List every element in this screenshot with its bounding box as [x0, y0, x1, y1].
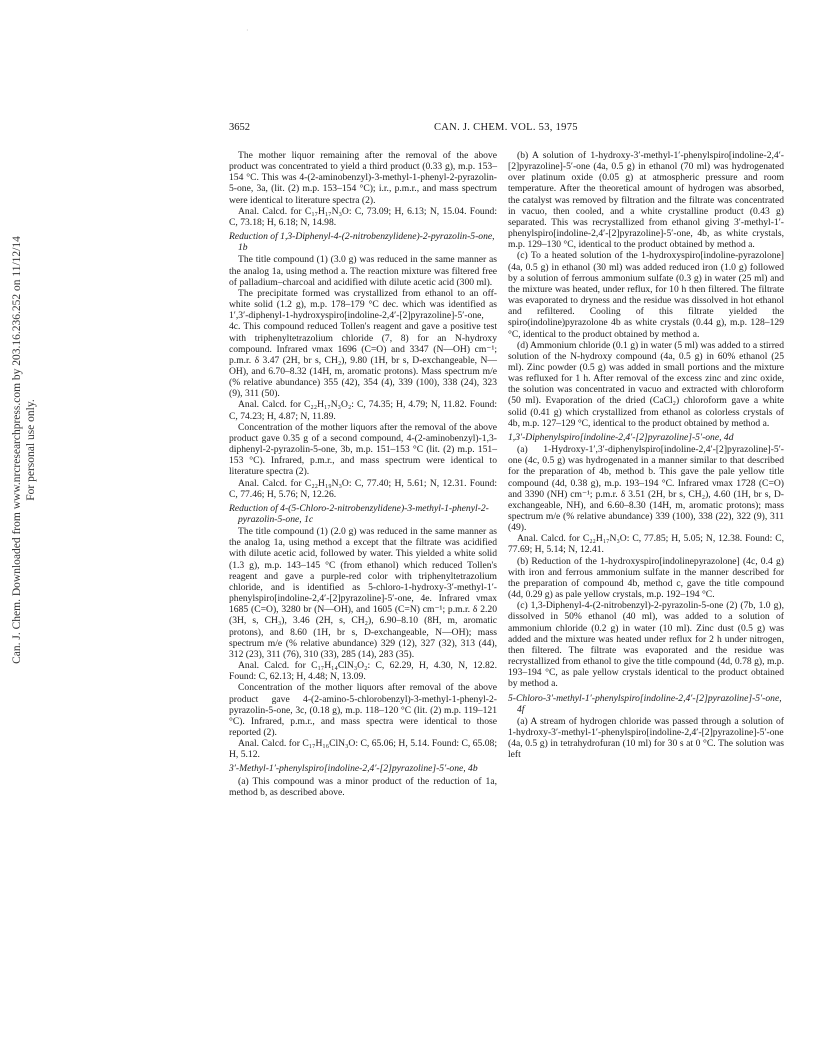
scan-speck: ·	[246, 26, 250, 35]
download-notice	[10, 236, 38, 664]
section-heading: 5-Chloro-3′-methyl-1′-phenylspiro[indoline-2,4′-[2]pyrazoline]-5′-one, 4f	[508, 692, 782, 715]
left-column	[229, 150, 497, 798]
section-heading: 1,3′-Diphenylspiro[indoline-2,4′-[2]pyrazoline]-5′-one, 4d	[508, 431, 734, 443]
paragraph: Anal. Calcd. for C₁₇H₁₄ClN₃O₂: C, 62.29, H, 4.30, N, 12.82. Found: C, 62.13; H, 4.48; N, 13.09.	[229, 660, 497, 683]
paragraph: (c) 1,3-Diphenyl-4-(2-nitrobenzyl)-2-pyrazolin-5-one (2) (7b, 1.0 g), dissolved in 50% ethanol (40 ml), was added to a solution of ammonium chloride (0.2 g) in water (10 ml). Zinc dust (0.5 g) was added and the mixture was heated under reflux for 2 h under nitrogen, then filtered. The filtrate was evaporated and the residue was recrystallized from ethanol to give the title compound (4d, 0.78 g), m.p. 193–194 °C, as pale yellow crystals identical to the product obtained by method a.	[508, 600, 784, 690]
paragraph: The title compound (1) (2.0 g) was reduced in the same manner as the analog 1a, using method a except that the filtrate was acidified with dilute acetic acid, followed by water. This yielded a white solid (1.3 g), m.p. 143–145 °C (from ethanol) which reduced Tollen's reagent and gave a purple-red color with triphenyltetrazolium chloride, and is identified as 5-chloro-1-hydroxy-3′-methyl-1′-phenylspiro[indoline-2,4′-[2]pyrazoline]-5′-one, 4e. Infrared νmax 1685 (C=O), 3280 br (N—OH), and 1605 (C=N) cm⁻¹; p.m.r. δ 2.20 (3H, s, CH₃), 3.46 (2H, s, CH₂), 6.90–8.10 (8H, m, aromatic protons), and 8.60 (1H, br s, D-exchangeable, N—OH); mass spectrum m/e (% relative abundance) 329 (12), 327 (32), 313 (44), 312 (23), 311 (76), 310 (33), 285 (14), 283 (35).	[229, 526, 497, 660]
paragraph: (a) A stream of hydrogen chloride was passed through a solution of 1-hydroxy-3′-methyl-1′-phenylspiro[indoline-2,4′-[2]pyrazoline]-5′-one (4a, 0.5 g) in tetrahydrofuran (10 ml) for 30 s at 0 °C. The solution was left	[508, 715, 784, 761]
section-heading: 3′-Methyl-1′-phenylspiro[indoline-2,4′-[2]pyrazoline]-5′-one, 4b	[229, 763, 478, 775]
paragraph: (b) A solution of 1-hydroxy-3′-methyl-1′-phenylspiro[indoline-2,4′-[2]pyrazoline]-5′-one (4a, 0.5 g) in ethanol (70 ml) was hydrogenated over platinum oxide (0.05 g) at atmospheric pressure and room temperature. After the theoretical amount of hydrogen was absorbed, the catalyst was removed by filtration and the filtrate was concentrated in vacuo, then cooled, and a white crystalline product (0.43 g) separated. This was recrystallized from ethanol giving 3′-methyl-1′-phenylspiro[indoline-2,4′-[2]pyrazoline]-5′-one, 4b, as white crystals, m.p. 129–130 °C, identical to the product obtained by method a.	[508, 150, 784, 251]
paragraph: Concentration of the mother liquors after removal of the above product gave 4-(2-amino-5-chlorobenzyl)-3-methyl-1-phenyl-2-pyrazolin-5-one, 3c, (0.18 g), m.p. 118–120 °C (lit. (2) m.p. 119–121 °C). Infrared, p.m.r., and mass spectra were identical to those reported (2).	[229, 682, 497, 738]
paragraph: The title compound (1) (3.0 g) was reduced in the same manner as the analog 1a, using method a. The reaction mixture was filtered free of palladium–charcoal and acidified with dilute acetic acid (300 ml).	[229, 254, 497, 288]
section-heading: Reduction of 1,3-Diphenyl-4-(2-nitrobenzylidene)-2-pyrazolin-5-one, 1b	[229, 231, 495, 254]
paragraph: Anal. Calcd. for C₂₂H₁₇N₃O₂: C, 74.35; H, 4.79; N, 11.82. Found: C, 74.23; H, 4.87; N, 11.89.	[229, 399, 497, 422]
paragraph: Anal. Calcd. for C₂₂H₁₉N₃O: C, 77.40; H, 5.61; N, 12.31. Found: C, 77.46; H, 5.76; N, 12.26.	[229, 477, 497, 500]
section-heading: Reduction of 4-(5-Chloro-2-nitrobenzylidene)-3-methyl-1-phenyl-2-pyrazolin-5-one, 1c	[229, 502, 489, 525]
page-header	[229, 122, 716, 136]
download-source-line: Can. J. Chem. Downloaded from www.nrcresearchpress.com by 203.16.236.252 on 11/12/14	[11, 236, 23, 664]
paragraph: (c) To a heated solution of the 1-hydroxyspiro[indoline-pyrazolone] (4a, 0.5 g) in ethanol (30 ml) was added reduced iron (1.0 g) followed by a solution of ferrous ammonium sulfate (0.3 g) in water (25 ml) and the mixture was heated, under reflux, for 10 h then filtered. The filtrate was evaporated to dryness and the residue was dissolved in hot ethanol and refiltered. Cooling of this filtrate yielded the spiro(indoline)pyrazolone 4b as white crystals (0.44 g), m.p. 128–129 °C, identical to the product obtained by method a.	[508, 250, 784, 340]
paragraph: (a) 1-Hydroxy-1′,3′-diphenylspiro[indoline-2,4′-[2]pyrazoline]-5′-one (4c, 0.5 g) was hydrogenated in a manner similar to that described for the preparation of 4b, method b. This gave the pale yellow title compound (4d, 0.38 g), m.p. 193–194 °C. Infrared νmax 1728 (C=O) and 3390 (NH) cm⁻¹; p.m.r. δ 3.51 (2H, br s, CH₂), 4.60 (1H, br s, D-exchangeable, NH), and 6.60–8.30 (14H, m, aromatic protons); mass spectrum m/e (% relative abundance) 339 (100), 338 (22), 322 (9), 311 (49).	[508, 444, 784, 534]
paragraph: Concentration of the mother liquors after the removal of the above product gave 0.35 g of a second compound, 4-(2-aminobenzyl)-1,3-diphenyl-2-pyrazolin-5-one, 3b, m.p. 151–153 °C (lit. (2) m.p. 151–153 °C). Infrared, p.m.r., and mass spectrum were identical to literature spectra (2).	[229, 421, 497, 478]
download-sidebar	[2, 190, 46, 710]
paragraph: Anal. Calcd. for C₂₂H₁₇N₃O: C, 77.85; H, 5.05; N, 12.38. Found: C, 77.69; H, 5.14; N, 12.41.	[508, 533, 784, 556]
paragraph: (a) This compound was a minor product of the reduction of 1a, method b, as described above.	[229, 775, 497, 798]
paragraph: (b) Reduction of the 1-hydroxyspiro[indolinepyrazolone] (4c, 0.4 g) with iron and ferrous ammonium sulfate in the manner described for the preparation of compound 4b, method c, gave the title compound (4d, 0.29 g) as pale yellow crystals, m.p. 192–194 °C.	[508, 555, 784, 601]
personal-use-line: For personal use only.	[25, 399, 37, 501]
page-number: 3652	[229, 122, 250, 133]
right-column	[508, 150, 784, 760]
paragraph: Anal. Calcd. for C₁₇H₁₆ClN₃O: C, 65.06; H, 5.14. Found: C, 65.08; H, 5.12.	[229, 738, 497, 761]
running-head: CAN. J. CHEM. VOL. 53, 1975	[434, 122, 578, 133]
paragraph: The mother liquor remaining after the removal of the above product was concentrated to yield a third product (0.33 g), m.p. 153–154 °C. This was 4-(2-aminobenzyl)-3-methyl-1-phenyl-2-pyrazolin-5-one, 3a, (lit. (2) m.p. 153–154 °C); i.r., p.m.r., and mass spectrum were identical to literature spectra (2).	[229, 150, 497, 206]
paragraph: Anal. Calcd. for C₁₇H₁₇N₃O: C, 73.09; H, 6.13; N, 15.04. Found: C, 73.18; H, 6.18; N, 14.98.	[229, 205, 497, 228]
paragraph: (d) Ammonium chloride (0.1 g) in water (5 ml) was added to a stirred solution of the N-hydroxy compound (4a, 0.5 g) in 60% ethanol (25 ml). Zinc powder (0.5 g) was added in small portions and the mixture was refluxed for 1 h. After removal of the excess zinc and zinc oxide, the solution was concentrated in vacuo and extracted with chloroform (50 ml). Evaporation of the dried (CaCl₂) chloroform gave a white solid (0.41 g) which crystallized from ethanol as colorless crystals of 4b, m.p. 127–129 °C, identical to the product obtained by method a.	[508, 339, 784, 429]
paragraph: The precipitate formed was crystallized from ethanol to an off-white solid (1.2 g), m.p. 178–179 °C dec. which was identified as 1′,3′-diphenyl-1-hydroxyspiro[indoline-2,4′-[2]pyrazoline]-5′-one, 4c. This compound reduced Tollen's reagent and gave a positive test with triphenyltetrazolium chloride (7, 8) for an N-hydroxy compound. Infrared νmax 1696 (C=O) and 3347 (N—OH) cm⁻¹; p.m.r. δ 3.47 (2H, br s, CH₂), 9.80 (1H, br s, D-exchangeable, N—OH), and 6.70–8.32 (14H, m, aromatic protons). Mass spectrum m/e (% relative abundance) 355 (42), 354 (4), 339 (100), 338 (24), 323 (9), 311 (50).	[229, 287, 497, 400]
